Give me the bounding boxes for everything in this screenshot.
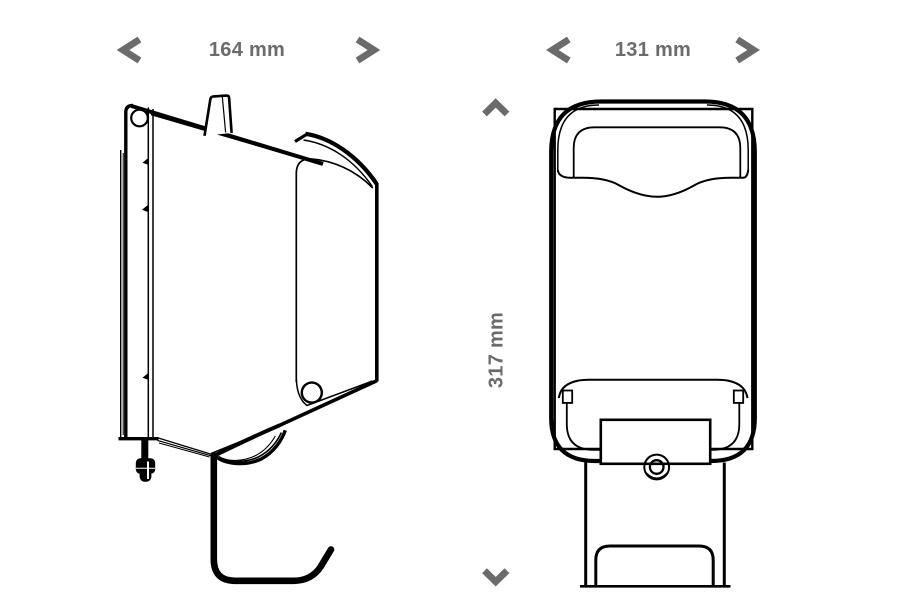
chevron-left-icon [123, 40, 140, 61]
chevron-up-icon [485, 103, 508, 114]
side-width-label: 164 mm [208, 39, 286, 61]
front-view-drawing [551, 102, 755, 587]
nozzle-side [136, 440, 155, 482]
cover-front [551, 102, 755, 464]
tray-tab-right [734, 391, 743, 403]
front-height-label: 317 mm [485, 311, 508, 389]
plate-tick [143, 158, 149, 166]
wall-plate [119, 106, 159, 439]
lever-arm-front [580, 463, 731, 587]
body-cover-side [132, 96, 377, 464]
tray-tab-left [563, 391, 572, 403]
chevron-right-icon [358, 40, 375, 61]
plate-tick [143, 373, 149, 381]
plate-tick [142, 204, 149, 212]
wall-plate-front [555, 109, 753, 449]
chevron-down-icon [485, 571, 508, 582]
push-button [302, 383, 322, 403]
dispense-window [601, 420, 710, 464]
lever-arm-side [214, 456, 331, 581]
top-tab [205, 96, 232, 136]
front-width-label: 131 mm [614, 39, 692, 61]
side-view-drawing [119, 96, 377, 581]
